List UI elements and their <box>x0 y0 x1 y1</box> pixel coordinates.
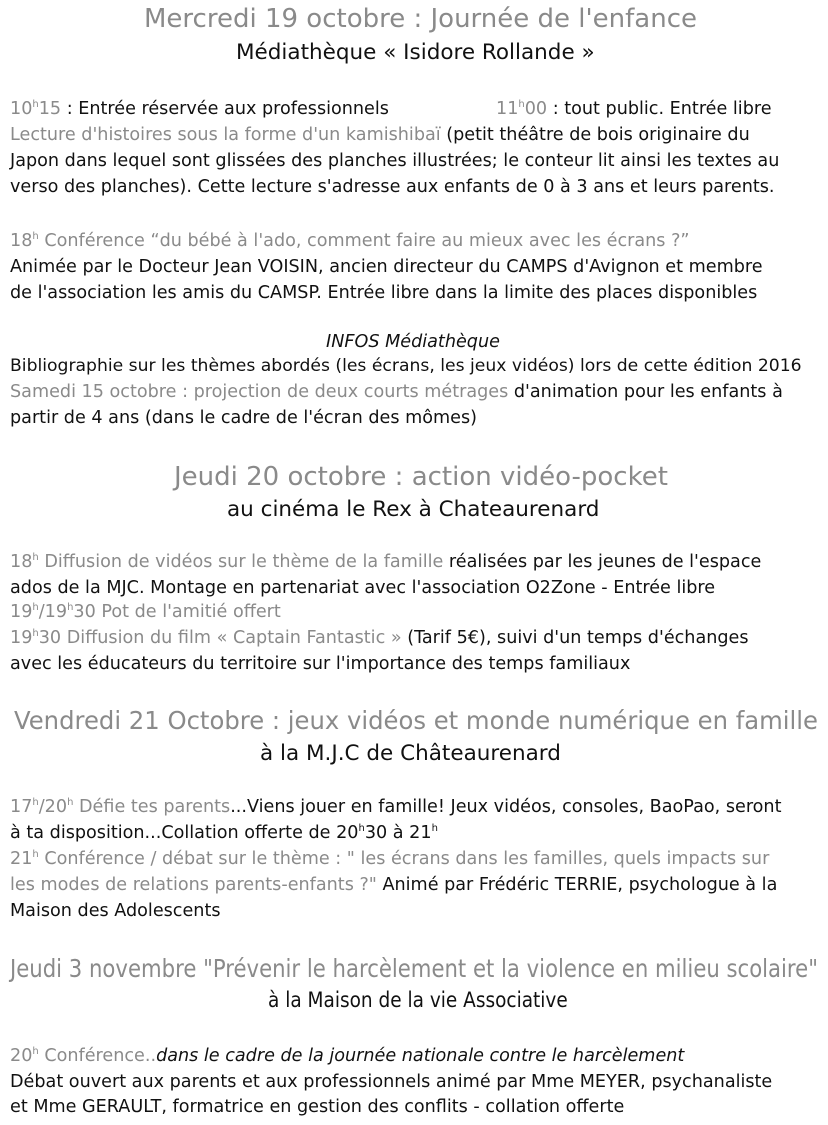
s3-defi-line2: à ta disposition...Collation offerte de 20$^h$30 à 21$^h$ <box>10 823 438 843</box>
section3-title: Vendredi 21 Octobre : jeux vidéos et monde numérique en famille <box>14 706 819 735</box>
s1-event-11h00: 11$^h$00 : tout public. Entrée libre <box>496 99 772 119</box>
s1-kamishibai-line3: verso des planches). Cette lecture s'adresse aux enfants de 0 à 3 ans et leurs parents. <box>10 177 775 197</box>
section4-subtitle: à la Maison de la vie Associative <box>268 988 568 1013</box>
s3-conference-line3: Maison des Adolescents <box>10 901 221 921</box>
s2-film-line1: 19$^h$30 Diffusion du film « Captain Fantastic » (Tarif 5€), suivi d'un temps d'échanges <box>10 628 749 648</box>
s3-conference-line1: 21$^h$ Conférence / débat sur le thème : " les écrans dans les familles, quels impacts sur <box>10 849 770 869</box>
section1-subtitle: Médiathèque « Isidore Rollande » <box>236 40 595 65</box>
section3-subtitle: à la M.J.C de Châteaurenard <box>260 741 561 766</box>
s1-event-10h15: 10$^h$15 : Entrée réservée aux professionnels <box>10 99 389 119</box>
s3-defi-line1: 17$^h$/20$^h$ Défie tes parents...Viens jouer en famille! Jeux vidéos, consoles, BaoPao, seront <box>10 797 782 817</box>
s2-diffusion-line2: ados de la MJC. Montage en partenariat avec l'association O2Zone - Entrée libre <box>10 578 716 598</box>
section1-title: Mercredi 19 octobre : Journée de l'enfance <box>144 4 697 34</box>
s1-infos-line3: partir de 4 ans (dans le cadre de l'écran des mômes) <box>10 408 477 428</box>
s3-conference-line2: les modes de relations parents-enfants ?" Animé par Frédéric TERRIE, psychologue à la <box>10 875 778 895</box>
s1-kamishibai-line1: Lecture d'histoires sous la forme d'un kamishibaï (petit théâtre de bois originaire du <box>10 125 750 145</box>
s1-conference-line2: Animée par le Docteur Jean VOISIN, ancien directeur du CAMPS d'Avignon et membre <box>10 257 763 277</box>
s1-conference-title: 18$^h$ Conférence “du bébé à l'ado, comment faire au mieux avec les écrans ?” <box>10 231 690 251</box>
s1-kamishibai-line2: Japon dans lequel sont glissées des planches illustrées; le conteur lit ainsi les textes au <box>10 151 780 171</box>
s1-conference-line3: de l'association les amis du CAMSP. Entrée libre dans la limite des places disponibles <box>10 283 758 303</box>
section2-subtitle: au cinéma le Rex à Chateaurenard <box>227 497 600 522</box>
section4-title: Jeudi 3 novembre "Prévenir le harcèlement et la violence en milieu scolaire" <box>10 954 818 983</box>
s1-infos-heading: INFOS Médiathèque <box>326 332 500 352</box>
s4-conference-line3: et Mme GERAULT, formatrice en gestion des conflits - collation offerte <box>10 1097 625 1117</box>
s2-film-line2: avec les éducateurs du territoire sur l'importance des temps familiaux <box>10 654 631 674</box>
s1-infos-line1: Bibliographie sur les thèmes abordés (les écrans, les jeux vidéos) lors de cette édition 2016 <box>10 356 802 376</box>
s1-infos-line2: Samedi 15 octobre : projection de deux courts métrages d'animation pour les enfants à <box>10 382 783 402</box>
s2-diffusion-line1: 18$^h$ Diffusion de vidéos sur le thème de la famille réalisées par les jeunes de l'espace <box>10 552 762 572</box>
s4-conference-line2: Débat ouvert aux parents et aux professionnels animé par Mme MEYER, psychanaliste <box>10 1072 773 1092</box>
s2-pot-amitie: 19$^h$/19$^h$30 Pot de l'amitié offert <box>10 602 281 622</box>
s4-conference-line1: 20$^h$ Conférence..dans le cadre de la journée nationale contre le harcèlement <box>10 1046 685 1066</box>
section2-title: Jeudi 20 octobre : action vidéo-pocket <box>174 462 668 492</box>
